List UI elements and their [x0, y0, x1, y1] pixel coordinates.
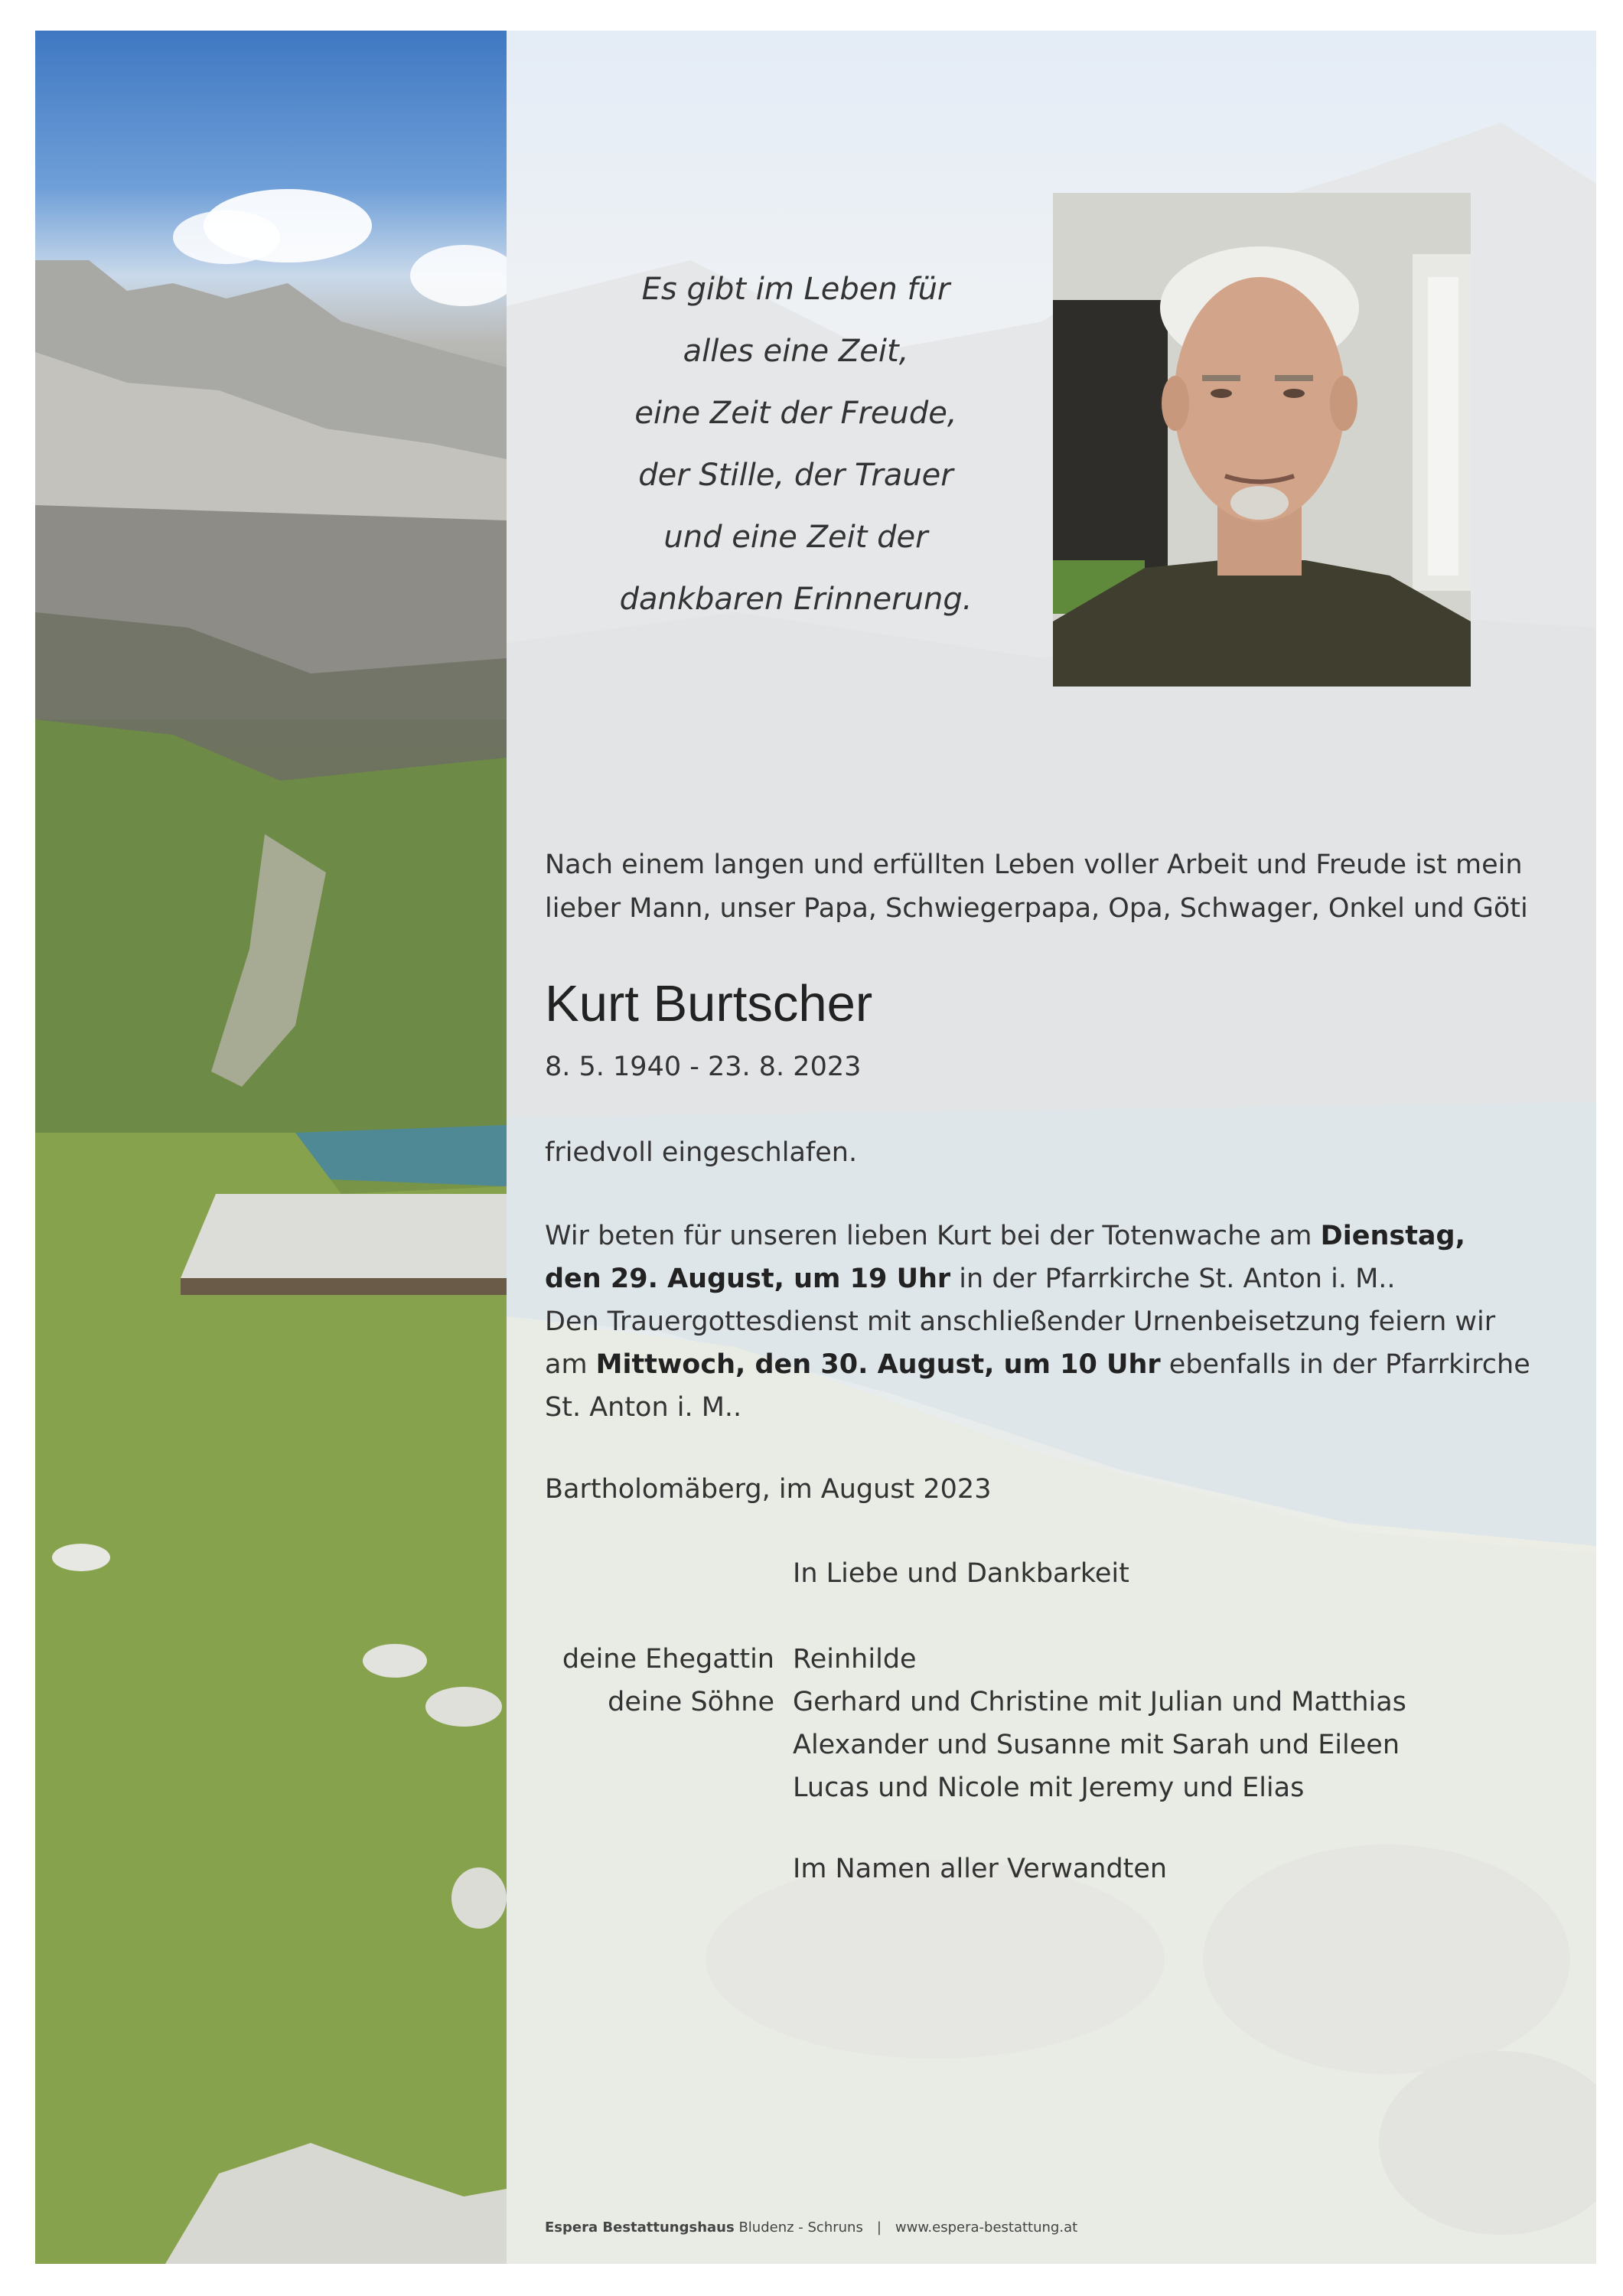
website-link[interactable]: www.espera-bestattung.at	[895, 2219, 1078, 2236]
poem	[582, 259, 1010, 631]
poem-line: Es gibt im Leben für	[641, 272, 950, 307]
family-names: Reinhilde	[793, 1644, 917, 1675]
company-location: Bludenz - Schruns	[734, 2219, 863, 2236]
place-and-date: Bartholomäberg, im August 2023	[545, 1474, 992, 1505]
family-row	[459, 1766, 1576, 1809]
intro-line: lieber Mann, unser Papa, Schwiegerpapa, Opa, Schwager, Onkel und Göti	[545, 893, 1528, 924]
family-label-empty	[459, 1766, 793, 1809]
service-details	[545, 1215, 1563, 1429]
footer-separator: |	[876, 2219, 882, 2236]
company-name: Espera Bestattungshaus	[545, 2219, 735, 2236]
service-line	[545, 1343, 1563, 1386]
passing-text: friedvoll eingeschlafen.	[545, 1137, 858, 1168]
family-names: Lucas und Nicole mit Jeremy und Elias	[793, 1773, 1305, 1803]
service-text: Wir beten für unseren lieben Kurt bei der Totenwache am	[545, 1221, 1321, 1251]
family-row	[459, 1681, 1576, 1724]
intro-text	[545, 843, 1563, 931]
poem-line: eine Zeit der Freude,	[634, 396, 957, 431]
service-date-bold: den 29. August, um 19 Uhr	[545, 1264, 951, 1294]
footer	[545, 2216, 1077, 2239]
service-line	[545, 1215, 1563, 1257]
life-dates: 8. 5. 1940 - 23. 8. 2023	[545, 1052, 862, 1082]
portrait-photo	[1053, 193, 1471, 687]
poem-line: dankbaren Erinnerung.	[619, 582, 973, 617]
family-names: Gerhard und Christine mit Julian und Matthias	[793, 1687, 1406, 1717]
poem-line: alles eine Zeit,	[683, 334, 909, 369]
service-line	[545, 1257, 1563, 1300]
family-label: deine Ehegattin	[562, 1644, 774, 1675]
poem-line: der Stille, der Trauer	[638, 458, 953, 493]
poem-line: und eine Zeit der	[663, 520, 928, 555]
family-names: Alexander und Susanne mit Sarah und Eileen	[793, 1730, 1400, 1760]
service-text: ebenfalls in der Pfarrkirche	[1160, 1349, 1530, 1380]
mountain-landscape-photo	[35, 31, 507, 2264]
service-text: am	[545, 1349, 596, 1380]
service-line: St. Anton i. M..	[545, 1392, 742, 1423]
intro-line: Nach einem langen und erfüllten Leben voller Arbeit und Freude ist mein	[545, 850, 1523, 880]
service-line: Den Trauergottesdienst mit anschließender Urnenbeisetzung feiern wir	[545, 1306, 1496, 1337]
family-list	[459, 1638, 1576, 1809]
service-date-bold: Mittwoch, den 30. August, um 10 Uhr	[595, 1349, 1161, 1380]
closing-line: Im Namen aller Verwandten	[793, 1854, 1168, 1884]
service-date-bold: Dienstag,	[1320, 1221, 1465, 1251]
love-line: In Liebe und Dankbarkeit	[793, 1558, 1129, 1589]
service-text: in der Pfarrkirche St. Anton i. M..	[950, 1264, 1396, 1294]
deceased-name: Kurt Burtscher	[545, 975, 873, 1032]
family-row	[459, 1638, 1576, 1681]
family-label: deine Söhne	[608, 1687, 774, 1717]
family-row	[459, 1724, 1576, 1766]
family-label-empty	[459, 1724, 793, 1766]
